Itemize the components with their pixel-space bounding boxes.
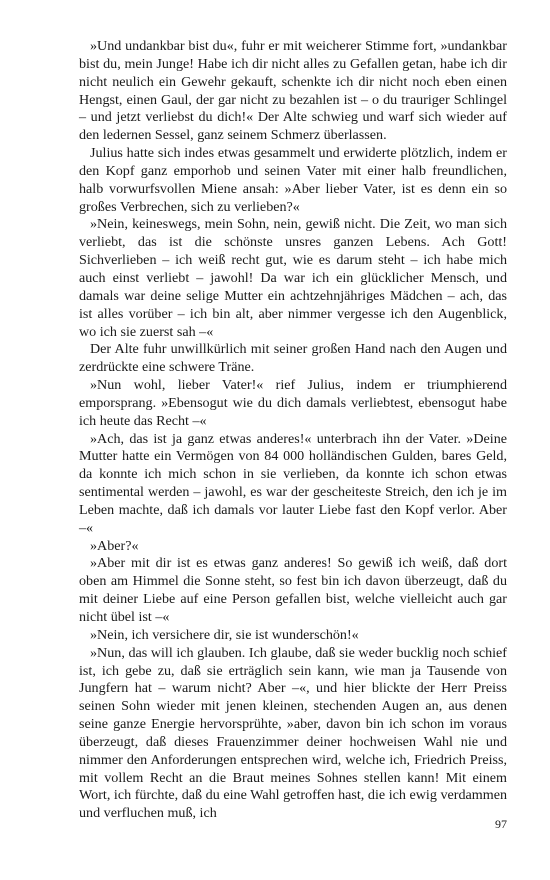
paragraph: »Nein, keineswegs, mein Sohn, nein, gewiß nicht. Die Zeit, wo man sich verliebt, das ist die schönste unsres ganzen Lebens. Ach Gott! Sichverlieben – ich weiß recht gut, wie es darum steht – ich habe mich auch einst verliebt – jawohl! Da war ich ein glücklicher Mensch, und damals war deine selige Mutter ein achtzehnjähriges Mädchen – ach, das ist alles vorüber – ich bin alt, aber nimmer vergesse ich den Augenblick, wo ich sie zuerst sah –« [79, 216, 507, 340]
paragraph: »Nun, das will ich glauben. Ich glaube, daß sie weder bucklig noch schief ist, ich gebe zu, daß sie erträglich sein kann, wie man ja Tausende von Jungfern hat – warum nicht? Aber –«, und hier blickte der Herr Preiss seinen Sohn wieder mit jenen kleinen, stechenden Augen an, aus denen seine ganze Energie hervorsprühte, »aber, davon bin ich schon im voraus überzeugt, daß dieses Frauenzimmer deiner hochweisen Wahl nie und nimmer den Anforderungen entsprechen wird, welche ich, Friedrich Preiss, mit vollem Recht an die Braut meines Sohnes stellen kann! Mit einem Wort, ich fürchte, daß du eine Wahl getroffen hast, die ich ewig verdammen und verfluchen muß, ich [79, 644, 507, 822]
paragraph: »Aber?« [90, 537, 139, 554]
page-number: 97 [495, 817, 507, 831]
paragraph: Der Alte fuhr unwillkürlich mit seiner großen Hand nach den Augen und zerdrückte eine schwere Träne. [79, 341, 507, 376]
paragraph: »Nein, ich versichere dir, sie ist wunderschön!« [90, 626, 359, 643]
paragraph: »Aber mit dir ist es etwas ganz anderes! So gewiß ich weiß, daß dort oben am Himmel die Sonne steht, so fest bin ich davon überzeugt, daß du mit deiner Liebe auf eine Person gefallen bist, welche vielleicht auch gar nicht übel ist –« [79, 555, 507, 625]
paragraph: Julius hatte sich indes etwas gesammelt und erwiderte plötzlich, indem er den Kopf ganz emporhob und seinen Vater mit einer halb freundlichen, halb vorwurfsvollen Miene ansah: »Aber lieber Vater, ist es denn ein so großes Verbrechen, sich zu verlieben?« [79, 145, 507, 215]
page-text-block [79, 38, 507, 823]
paragraph: »Ach, das ist ja ganz etwas anderes!« unterbrach ihn der Vater. »Deine Mutter hatte ein Vermögen von 84 000 holländischen Gulden, bares Geld, da konnte ich mich schon in sie verlieben, da konnte ich schon etwas sentimental werden – jawohl, es war der gescheiteste Streich, den ich je im Leben machte, daß ich damals vor lauter Liebe fast den Kopf verlor. Aber –« [79, 430, 507, 536]
paragraph: »Nun wohl, lieber Vater!« rief Julius, indem er triumphierend emporsprang. »Ebensogut wie du dich damals verliebtest, ebensogut habe ich heute das Recht –« [79, 377, 507, 429]
paragraph: »Und undankbar bist du«, fuhr er mit weicherer Stimme fort, »undankbar bist du, mein Junge! Habe ich dir nicht alles zu Gefallen getan, habe ich dir nicht neulich ein Gewehr gekauft, schenkte ich dir nicht noch eben einen Hengst, einen Gaul, der gar nicht zu bezahlen ist – o du trauriger Schlingel – und jetzt verliebst du dich!« Der Alte schwieg und warf sich wieder auf den ledernen Sessel, ganz seinem Schmerz überlassen. [79, 38, 507, 144]
